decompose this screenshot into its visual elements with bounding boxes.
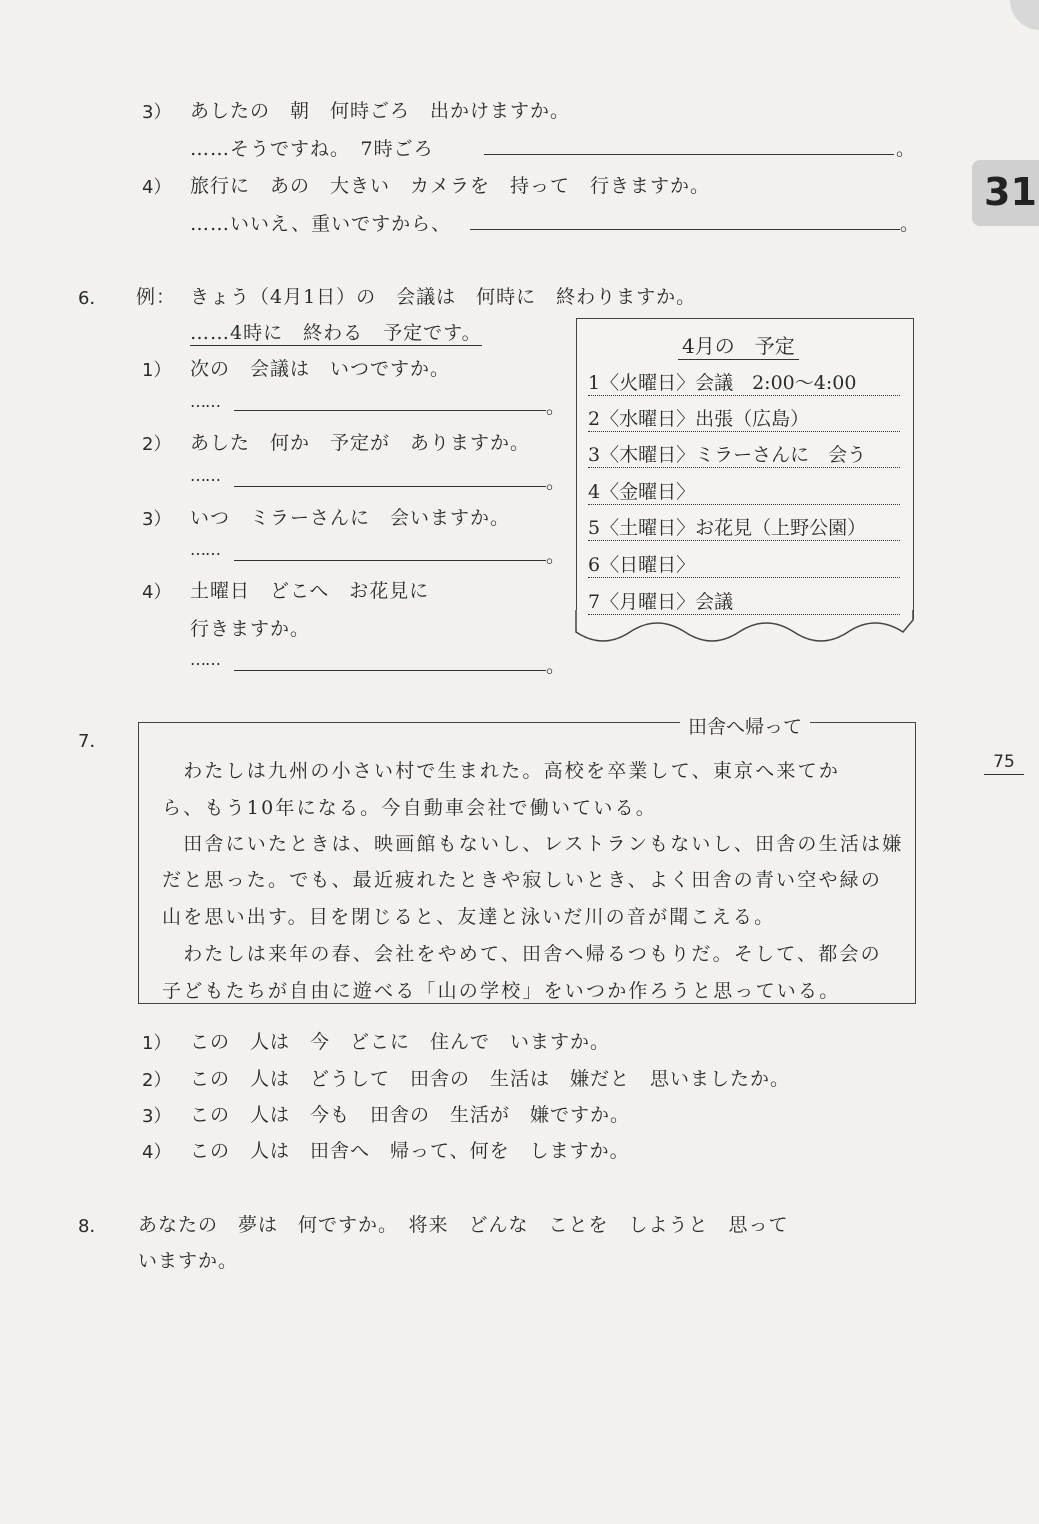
ex6-example-label: 例：	[136, 286, 177, 308]
ex5-q3-number: 3）	[142, 102, 172, 123]
ex6-q1-answer-blank[interactable]	[234, 410, 546, 411]
schedule-row: 3〈木曜日〉ミラーさんに 会う	[588, 440, 900, 468]
schedule-title: 4月の 予定	[678, 330, 799, 360]
period: 。	[900, 213, 921, 235]
ex5-q3-answer-blank[interactable]	[484, 154, 894, 155]
ex7-q4-text: この 人は 田舎へ 帰って、何を しますか。	[190, 1140, 630, 1162]
ex6-example-question: きょう（4月1日）の 会議は 何時に 終わりますか。	[190, 286, 697, 308]
story-line: わたしは九州の小さい村で生まれた。高校を卒業して、東京へ来てか	[162, 760, 841, 782]
ex7-q3-text: この 人は 今も 田舎の 生活が 嫌ですか。	[190, 1104, 631, 1126]
story-title: 田舎へ帰って	[680, 712, 810, 739]
ex6-q3-text: いつ ミラーさんに 会いますか。	[190, 507, 511, 529]
schedule-row: 5〈土曜日〉お花見（上野公園）	[588, 513, 900, 541]
ex6-q3-number: 3）	[142, 509, 172, 530]
schedule-row: 7〈月曜日〉会議	[588, 587, 900, 615]
ex7-q4-number: 4）	[142, 1142, 172, 1163]
ex8-text: あなたの 夢は 何ですか。 将来 どんな ことを しようと 思って	[138, 1214, 789, 1236]
ex5-q4-answer-prefix: ……いいえ、重いですから、	[190, 213, 452, 235]
corner-mark	[1010, 0, 1039, 30]
ex5-q4-number: 4）	[142, 177, 172, 198]
ex6-q2-answer-blank[interactable]	[234, 486, 546, 487]
ex7-q3-number: 3）	[142, 1106, 172, 1127]
ex7-q2-text: この 人は どうして 田舎の 生活は 嫌だと 思いましたか。	[190, 1068, 791, 1090]
ex6-q4-text: 土曜日 どこへ お花見に	[190, 580, 430, 602]
period: 。	[546, 396, 567, 418]
period: 。	[546, 545, 567, 567]
ex6-q2-number: 2）	[142, 434, 172, 455]
ex5-q4-answer-blank[interactable]	[470, 229, 900, 230]
ex6-q4-dots: ……	[190, 650, 220, 669]
period: 。	[546, 655, 567, 677]
ex6-q2-text: あした 何か 予定が ありますか。	[190, 432, 531, 454]
story-line: ら、もう10年になる。今自動車会社で働いている。	[162, 797, 657, 819]
ex8-text-line2: いますか。	[138, 1250, 239, 1272]
ex5-q4-text: 旅行に あの 大きい カメラを 持って 行きますか。	[190, 175, 711, 197]
period: 。	[546, 471, 567, 493]
ex6-example-answer: ……4時に 終わる 予定です。	[190, 318, 482, 346]
chapter-number: 31	[984, 170, 1037, 214]
story-line: だと思った。でも、最近疲れたときや寂しいとき、よく田舎の青い空や緑の	[162, 869, 883, 891]
schedule-wavy-edge	[575, 610, 915, 650]
ex8-number: 8．	[78, 1216, 108, 1237]
ex6-q4-number: 4）	[142, 582, 172, 603]
ex6-q1-text: 次の 会議は いつですか。	[190, 358, 451, 380]
page-number: 75	[984, 752, 1024, 775]
ex7-q1-text: この 人は 今 どこに 住んで いますか。	[190, 1031, 611, 1053]
ex6-q2-dots: ……	[190, 466, 220, 485]
ex7-q1-number: 1）	[142, 1033, 172, 1054]
ex6-q3-dots: ……	[190, 540, 220, 559]
ex6-number: 6．	[78, 288, 108, 309]
ex6-q1-dots: ……	[190, 392, 220, 411]
ex6-q1-number: 1）	[142, 360, 172, 381]
ex6-q4-text-line2: 行きますか。	[190, 618, 311, 640]
story-line: 田舎にいたときは、映画館もないし、レストランもないし、田舎の生活は嫌	[162, 833, 904, 855]
schedule-row: 4〈金曜日〉	[588, 477, 900, 505]
period: 。	[896, 138, 917, 160]
story-line: 子どもたちが自由に遊べる「山の学校」をいつか作ろうと思っている。	[162, 980, 841, 1002]
schedule-row: 1〈火曜日〉会議 2:00～4:00	[588, 368, 900, 396]
ex6-q3-answer-blank[interactable]	[234, 560, 546, 561]
ex7-q2-number: 2）	[142, 1070, 172, 1091]
ex5-q3-answer-prefix: ……そうですね。 7時ごろ	[190, 138, 434, 160]
ex5-q3-text: あしたの 朝 何時ごろ 出かけますか。	[190, 100, 571, 122]
story-line: 山を思い出す。目を閉じると、友達と泳いだ川の音が聞こえる。	[162, 906, 776, 928]
ex6-q4-answer-blank[interactable]	[234, 670, 546, 671]
schedule-row: 6〈日曜日〉	[588, 550, 900, 578]
ex7-number: 7．	[78, 731, 108, 752]
story-line: わたしは来年の春、会社をやめて、田舎へ帰るつもりだ。そして、都会の	[162, 943, 882, 965]
schedule-row: 2〈水曜日〉出張（広島）	[588, 404, 900, 432]
